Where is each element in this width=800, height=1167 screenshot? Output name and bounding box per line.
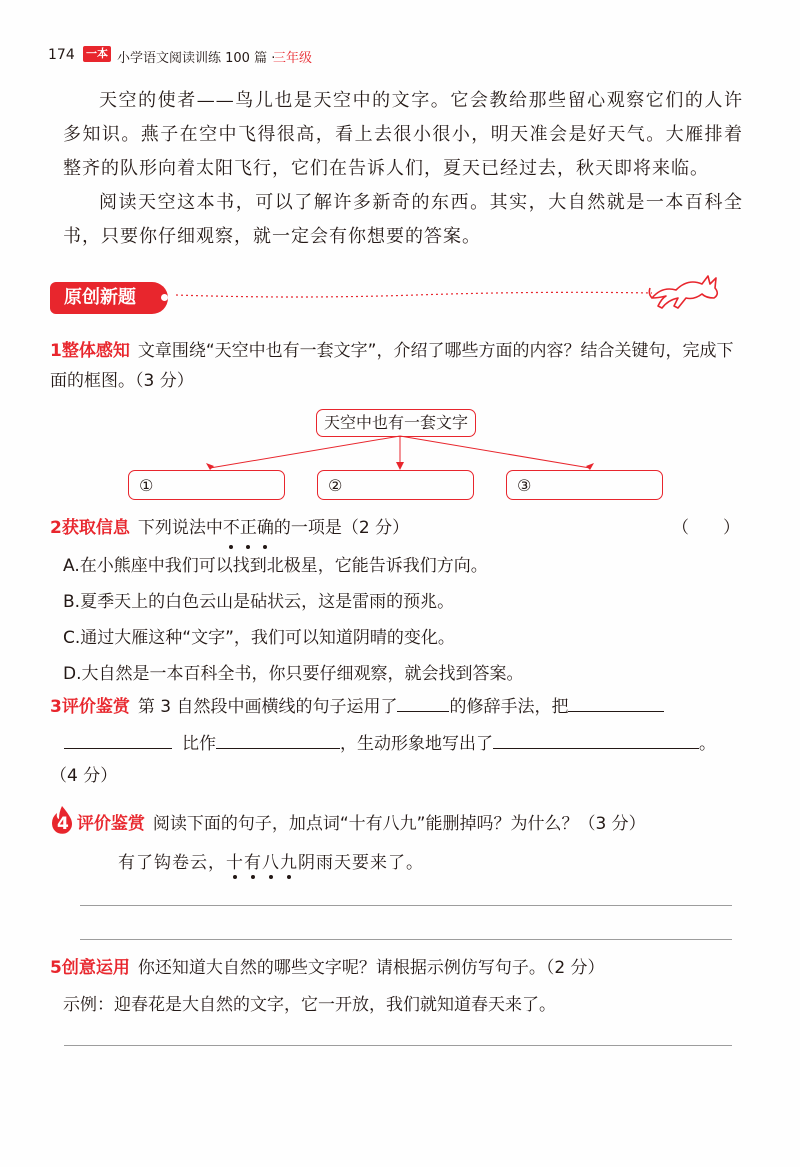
option-b: B.夏季天上的白色云山是砧状云，这是雷雨的预兆。 <box>63 592 455 612</box>
question-2-number: 2 <box>50 518 62 538</box>
option-d: D.大自然是一本百科全书，你只要仔细观察，就会找到答案。 <box>63 664 524 684</box>
answer-line[interactable] <box>80 939 732 940</box>
sentence-after: 阴雨天要来了。 <box>298 853 424 873</box>
emphasis-char: 八 <box>262 848 280 873</box>
question-3-part-4: ，生动形象地写出了 <box>340 734 493 754</box>
question-4-sentence <box>118 848 424 873</box>
question-2-emphasis <box>223 518 274 538</box>
passage-paragraph-2: 阅读天空这本书，可以了解许多新奇的东西。其实，大自然就是一本百科全书，只要你仔细观察，就一定会有你想要的答案。 <box>63 192 743 247</box>
question-3-number: 3 <box>50 697 62 717</box>
book-title: 小学语文阅读训练 100 篇 · <box>117 51 276 66</box>
passage-paragraph-1: 天空的使者——鸟儿也是天空中的文字。它会教给那些留心观察它们的人许多知识。燕子在空中飞得很高，看上去很小很小，明天准会是好天气。大雁排着整齐的队形向着太阳飞行，它们在告诉人们，夏天已经过去，秋天即将来临。 <box>63 90 743 179</box>
brand-logo: 一本 <box>83 46 111 62</box>
page-number: 174 <box>48 47 75 63</box>
question-2-tag: 获取信息 <box>61 518 130 538</box>
question-3-part-2: 的修辞手法，把 <box>449 697 569 717</box>
question-1-tag: 整体感知 <box>61 341 130 361</box>
question-3-score: （4 分） <box>50 766 118 786</box>
emphasis-char: 有 <box>244 848 262 873</box>
question-5-example: 示例：迎春花是大自然的文字，它一开放，我们就知道春天来了。 <box>63 995 556 1015</box>
emphasis-char: 正 <box>240 513 257 543</box>
sentence-before: 有了钩卷云， <box>118 853 226 873</box>
answer-line[interactable] <box>80 905 732 906</box>
blank-subject-end[interactable] <box>64 728 172 749</box>
question-5-number: 5 <box>50 958 62 978</box>
question-3-line-2 <box>64 728 754 759</box>
emphasis-char: 确 <box>257 513 274 543</box>
question-3-part-1: 第 3 自然段中画横线的句子运用了 <box>137 697 398 717</box>
diagram-answer-box-3[interactable]: ③ <box>506 470 663 500</box>
emphasis-char: 九 <box>280 848 298 873</box>
question-1 <box>50 336 740 396</box>
cat-icon <box>648 268 724 312</box>
blank-subject-start[interactable] <box>568 691 664 712</box>
question-5-text: 你还知道大自然的哪些文字呢？请根据示例仿写句子。（2 分） <box>137 958 605 978</box>
question-3-part-5: 。 <box>699 734 716 754</box>
question-3-part-3: 比作 <box>182 734 216 754</box>
diagram-top-box: 天空中也有一套文字 <box>316 409 476 437</box>
diagram-answer-box-2[interactable]: ② <box>317 470 474 500</box>
question-4-text: 阅读下面的句子，加点词“十有八九”能删掉吗？为什么？（3 分） <box>152 814 646 834</box>
book-grade: 三年级 <box>273 51 313 66</box>
question-3 <box>50 691 750 722</box>
question-4-tag: 评价鉴赏 <box>76 814 145 834</box>
question-4 <box>57 809 747 839</box>
emphasis-char: 不 <box>223 513 240 543</box>
banner-dot <box>161 294 168 301</box>
answer-line[interactable] <box>64 1045 732 1046</box>
emphasis-char: 十 <box>226 848 244 873</box>
blank-rhetoric[interactable] <box>397 691 449 712</box>
question-2-text-before: 下列说法中 <box>137 518 223 538</box>
question-2 <box>50 513 610 543</box>
question-2-text-after: 的一项是（2 分） <box>273 518 410 538</box>
banner-dotted-line <box>176 290 652 300</box>
option-a: A.在小熊座中我们可以找到北极星，它能告诉我们方向。 <box>63 556 488 576</box>
blank-compared-to[interactable] <box>216 728 340 749</box>
answer-parentheses[interactable]: （ ） <box>672 518 740 538</box>
blank-effect[interactable] <box>493 728 699 749</box>
question-1-number: 1 <box>50 341 62 361</box>
sentence-emphasis <box>226 853 298 873</box>
section-banner: 原创新题 <box>50 282 168 314</box>
option-c: C.通过大雁这种“文字”，我们可以知道阴晴的变化。 <box>63 628 455 648</box>
question-1-text: 文章围绕“天空中也有一套文字”，介绍了哪些方面的内容？结合关键句，完成下面的框图。（3 分） <box>50 341 734 391</box>
question-5-tag: 创意运用 <box>61 958 130 978</box>
diagram-answer-box-1[interactable]: ① <box>128 470 285 500</box>
question-5 <box>50 953 750 983</box>
question-3-tag: 评价鉴赏 <box>61 697 130 717</box>
question-4-number: 4 <box>57 814 69 834</box>
